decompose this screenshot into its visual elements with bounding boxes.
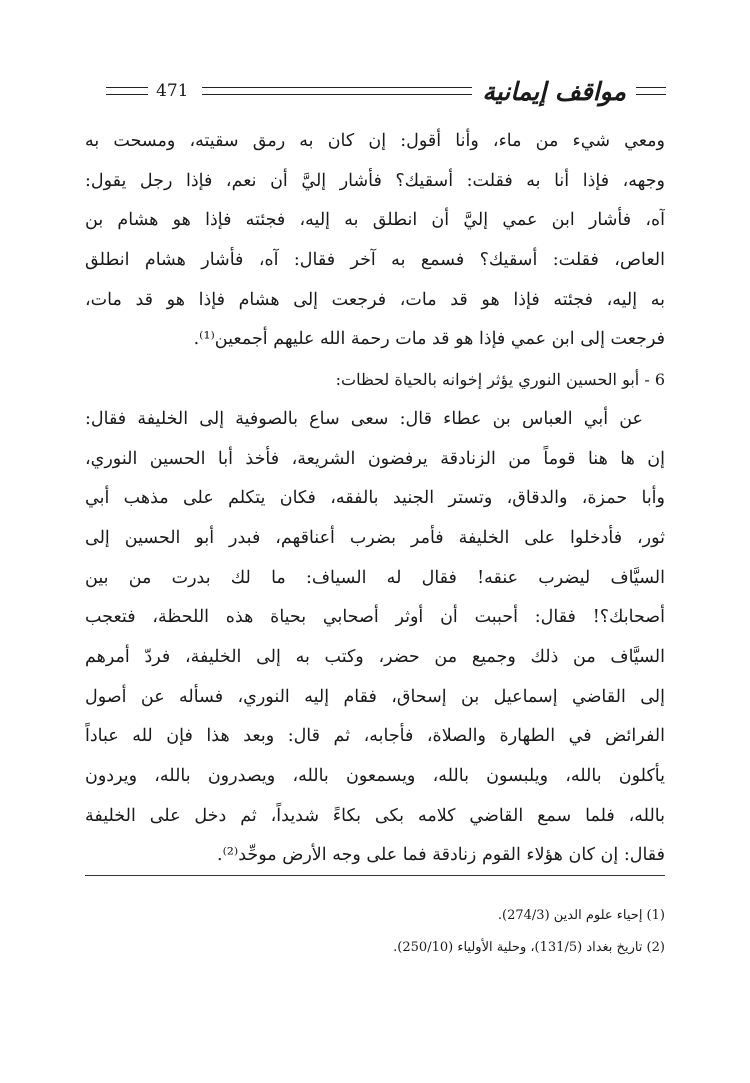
page-number: 471: [156, 81, 189, 101]
text-line: السيَّاف ليضرب عنقه! فقال له السياف: ما لك بدرت من بين: [85, 567, 665, 588]
text-line: وأبا حمزة، والدقاق، وتستر الجنيد بالفقه، فكان يتكلم على مذهب أبي: [85, 488, 665, 509]
text-line: ومعي شيء من ماء، وأنا أقول: إن كان به رمق سقيته، ومسحت به: [85, 131, 665, 151]
text-line: فرجعت إلى ابن عمي فإذا هو قد مات رحمة الله عليهم أجمعين⁽¹⁾.: [193, 329, 665, 350]
body-text: [85, 122, 665, 876]
text-line: به إليه، فجئته فإذا هو قد مات، فرجعت إلى هشام فإذا هو قد مات،: [85, 289, 665, 310]
header-rule-middle: [202, 87, 472, 95]
text-line: إلى القاضي إسماعيل بن إسحاق، فقام إليه النوري، فسأله عن أصول: [85, 686, 665, 707]
running-title: مواقف إيمانية: [482, 76, 626, 106]
page-header: [106, 74, 666, 108]
header-rule-left: [106, 87, 148, 95]
text-line: العاص، فقلت: أسقيك؟ فسمع به آخر فقال: آه، فأشار هشام انطلق: [85, 250, 665, 271]
text-line: الفرائض في الطهارة والصلاة، فأجابه، ثم قال: وبعد هذا فإن لله عباداً: [85, 726, 665, 747]
text-line: ثور، فأدخلوا على الخليفة فأمر بضرب أعناقهم، فبدر أبو الحسين إلى: [85, 527, 665, 548]
text-line: فقال: إن كان هؤلاء القوم زنادقة فما على وجه الأرض موحِّد⁽²⁾.: [217, 845, 665, 866]
section-heading: 6 - أبو الحسين النوري يؤثر إخوانه بالحياة لحظات:: [335, 370, 665, 390]
footnote-2: (2) تاريخ بغداد (131/5)، وحلية الأولياء (250/10).: [393, 940, 665, 955]
text-line: عن أبي العباس بن عطاء قال: سعى ساع بالصوفية إلى الخليفة فقال:: [85, 408, 643, 429]
footnote-1: (1) إحياء علوم الدين (274/3).: [497, 908, 665, 923]
text-line: يأكلون بالله، ويلبسون بالله، ويسمعون بالله، ويصدرون بالله، ويردون: [85, 766, 665, 786]
text-line: آه، فأشار ابن عمي إليَّ أن انطلق به إليه، فجئته فإذا هو هشام بن: [85, 210, 665, 231]
header-rule-right: [636, 87, 666, 95]
footnote-separator: [85, 875, 665, 876]
text-line: السيَّاف من ذلك وجميع من حضر، وكتب به إلى الخليفة، فردّ أمرهم: [85, 646, 665, 667]
text-line: وجهه، فإذا أنا به فقلت: أسقيك؟ فأشار إليَّ أن نعم، فإذا رجل يقول:: [85, 170, 665, 191]
text-line: أصحابك؟! فقال: أحببت أن أوثر أصحابي بحياة هذه اللحظة، فتعجب: [85, 607, 665, 628]
footnotes: [85, 900, 665, 964]
text-line: إن ها هنا قوماً من الزنادقة يرفضون الشريعة، فأخذ أبا الحسين النوري،: [85, 448, 665, 469]
text-line: بالله، فلما سمع القاضي كلامه بكى بكاءً شديداً، ثم دخل على الخليفة: [85, 805, 665, 826]
